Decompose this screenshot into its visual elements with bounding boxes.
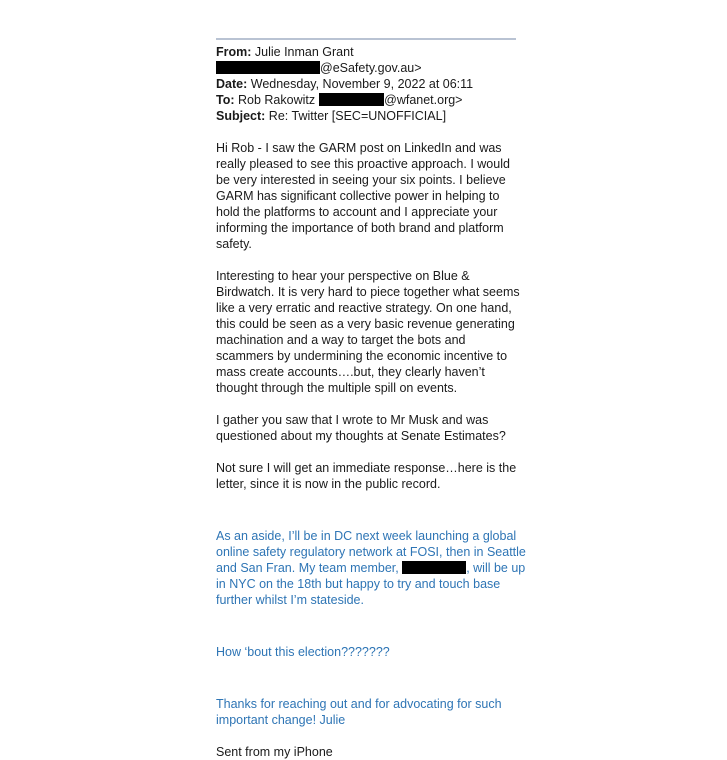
email-document bbox=[216, 44, 526, 760]
paragraph-response: Not sure I will get an immediate response…here is the letter, since it is now in the public record. bbox=[216, 461, 517, 491]
redaction-box bbox=[402, 561, 466, 574]
subject-label: Subject: bbox=[216, 109, 266, 123]
from-name: Julie Inman Grant bbox=[254, 45, 354, 59]
paragraph-blue-birdwatch: Interesting to hear your perspective on Blue & Birdwatch. It is very hard to piece together what seems like a very erratic and reactive strategy. On one hand, this could be seen as a very basic revenue generating machination and a way to target the bots and scammers by undermining the economic incentive to mass create accounts….but, they clearly haven’t thought through the multiple spill on events. bbox=[216, 269, 520, 395]
subject-line bbox=[216, 108, 526, 124]
date-value: Wednesday, November 9, 2022 at 06:11 bbox=[250, 77, 474, 91]
redaction-box bbox=[319, 93, 384, 106]
from-email-domain: @eSafety.gov.au> bbox=[320, 61, 422, 75]
from-line bbox=[216, 44, 526, 60]
dc-trip-text-1: As an aside, I’ll be in DC next week launching a global online safety regulatory network at FOSI, then in Seattle and San Fran. My team member, bbox=[216, 529, 526, 575]
paragraph-thanks: Thanks for reaching out and for advocating for such important change! Julie bbox=[216, 697, 502, 727]
subject-value: Re: Twitter [SEC=UNOFFICIAL] bbox=[268, 109, 447, 123]
to-email-domain: @wfanet.org> bbox=[384, 93, 463, 107]
from-email-line bbox=[216, 60, 526, 76]
date-label: Date: bbox=[216, 77, 248, 91]
paragraph-election: How ‘bout this election??????? bbox=[216, 645, 390, 659]
to-line bbox=[216, 92, 526, 108]
from-label: From: bbox=[216, 45, 252, 59]
redaction-box bbox=[216, 61, 320, 74]
dc-trip-text-2: , will be up in NYC on the 18th but happy to try and touch base further whilst I’m stateside. bbox=[216, 561, 526, 607]
to-label: To: bbox=[216, 93, 235, 107]
signature: Sent from my iPhone bbox=[216, 745, 333, 759]
header-divider bbox=[216, 38, 516, 40]
to-name: Rob Rakowitz bbox=[238, 93, 316, 107]
date-line bbox=[216, 76, 526, 92]
paragraph-greeting: Hi Rob - I saw the GARM post on LinkedIn and was really pleased to see this proactive approach. I would be very interested in seeing your six points. I believe GARM has significant collective power in helping to hold the platforms to account and I appreciate your informing the importance of both brand and platform safety. bbox=[216, 141, 510, 251]
paragraph-musk-letter: I gather you saw that I wrote to Mr Musk and was questioned about my thoughts at Senate Estimates? bbox=[216, 413, 506, 443]
paragraph-dc-trip bbox=[216, 528, 526, 608]
